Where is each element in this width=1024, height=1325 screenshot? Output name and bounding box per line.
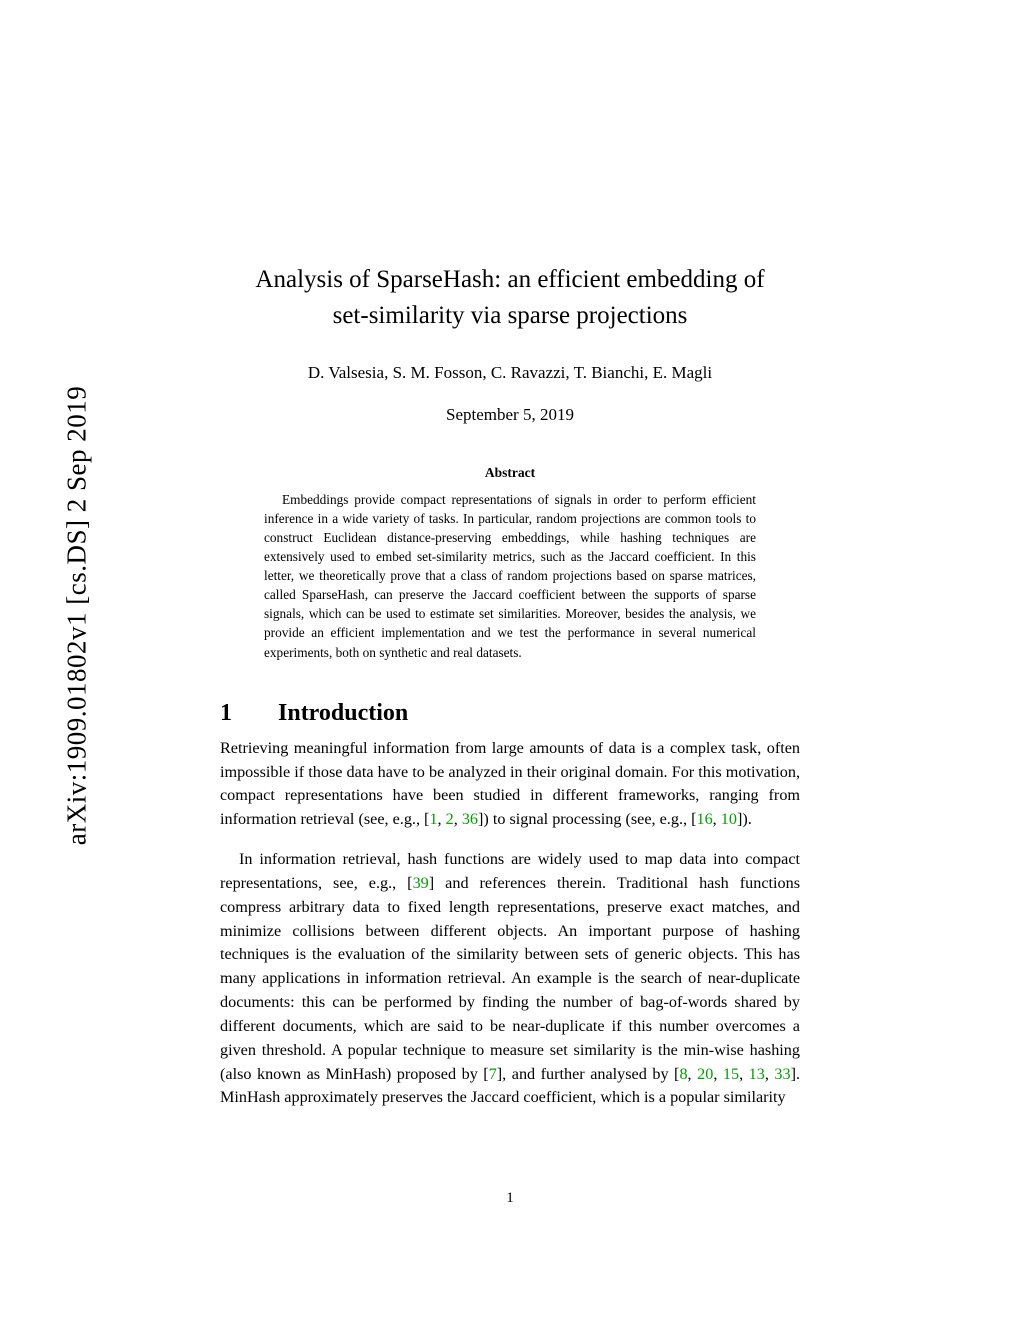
introduction-body [220, 737, 800, 1110]
citation-link[interactable]: 20 [697, 1064, 714, 1083]
citation-link[interactable]: 8 [679, 1064, 688, 1083]
citation-link[interactable]: 36 [461, 810, 479, 829]
citation-link[interactable]: 1 [429, 810, 438, 829]
arxiv-identifier-stamp: arXiv:1909.01802v1 [cs.DS] 2 Sep 2019 [61, 385, 92, 846]
paper-page [220, 0, 800, 1325]
citation-link[interactable]: 13 [748, 1064, 765, 1083]
publication-date: September 5, 2019 [446, 404, 574, 424]
page-number: 1 [506, 1190, 514, 1206]
author-list: D. Valsesia, S. M. Fosson, C. Ravazzi, T. Bianchi, E. Magli [307, 362, 713, 382]
section-number: 1 [220, 699, 232, 726]
body-paragraph: Retrieving meaningful information from large amounts of data is a complex task, often impossible if those data have to be analyzed in their original domain. For this motivation, compact representations have been studied in different frameworks, ranging from information retrieval (see, e.g., [1, 2, 36]) to signal processing (see, e.g., [16, 10]). [220, 738, 800, 829]
section-title: Introduction [278, 699, 409, 726]
body-paragraph: In information retrieval, hash functions are widely used to map data into compact representations, see, e.g., [39] and references therein. Traditional hash functions compress arbitrary data to fixed length representations, preserve exact matches, and minimize collisions between different objects. An important purpose of hashing techniques is the evaluation of the similarity between sets of generic objects. This has many applications in information retrieval. An example is the search of near-duplicate documents: this can be performed by finding the number of bag-of-words shared by different documents, which are said to be near-duplicate if this number overcomes a given threshold. A popular technique to measure set similarity is the min-wise hashing (also known as MinHash) proposed by [7], and further analysed by [8, 20, 15, 13, 33]. MinHash approximately preserves the Jaccard coefficient, which is a popular similarity [220, 850, 801, 1107]
citation-link[interactable]: 2 [445, 810, 454, 829]
citation-link[interactable]: 33 [774, 1064, 791, 1083]
page-title [220, 262, 800, 335]
abstract-heading: Abstract [484, 464, 536, 480]
citation-link[interactable]: 7 [488, 1064, 497, 1083]
title-line-1: Analysis of SparseHash: an efficient embedding of [255, 266, 765, 293]
section-heading-introduction [220, 700, 800, 727]
abstract-text: Embeddings provide compact representations of signals in order to perform efficient inference in a wide variety of tasks. In particular, random projections are common tools to construct Euclidean distance-preserving embeddings, while hashing techniques are extensively used to embed set-similarity metrics, such as the Jaccard coefficient. In this letter, we theoretically prove that a class of random projections based on sparse matrices, called SparseHash, can preserve the Jaccard coefficient between the supports of sparse signals, which can be used to estimate set similarities. Moreover, besides the analysis, we provide an efficient implementation and we test the performance in several numerical experiments, both on synthetic and real datasets. [264, 491, 756, 660]
citation-link[interactable]: 15 [722, 1064, 740, 1083]
title-line-2: set-similarity via sparse projections [332, 302, 688, 330]
citation-link[interactable]: 39 [412, 874, 429, 893]
abstract-section [264, 465, 756, 662]
citation-link[interactable]: 16 [696, 810, 713, 829]
citation-link[interactable]: 10 [720, 810, 737, 829]
